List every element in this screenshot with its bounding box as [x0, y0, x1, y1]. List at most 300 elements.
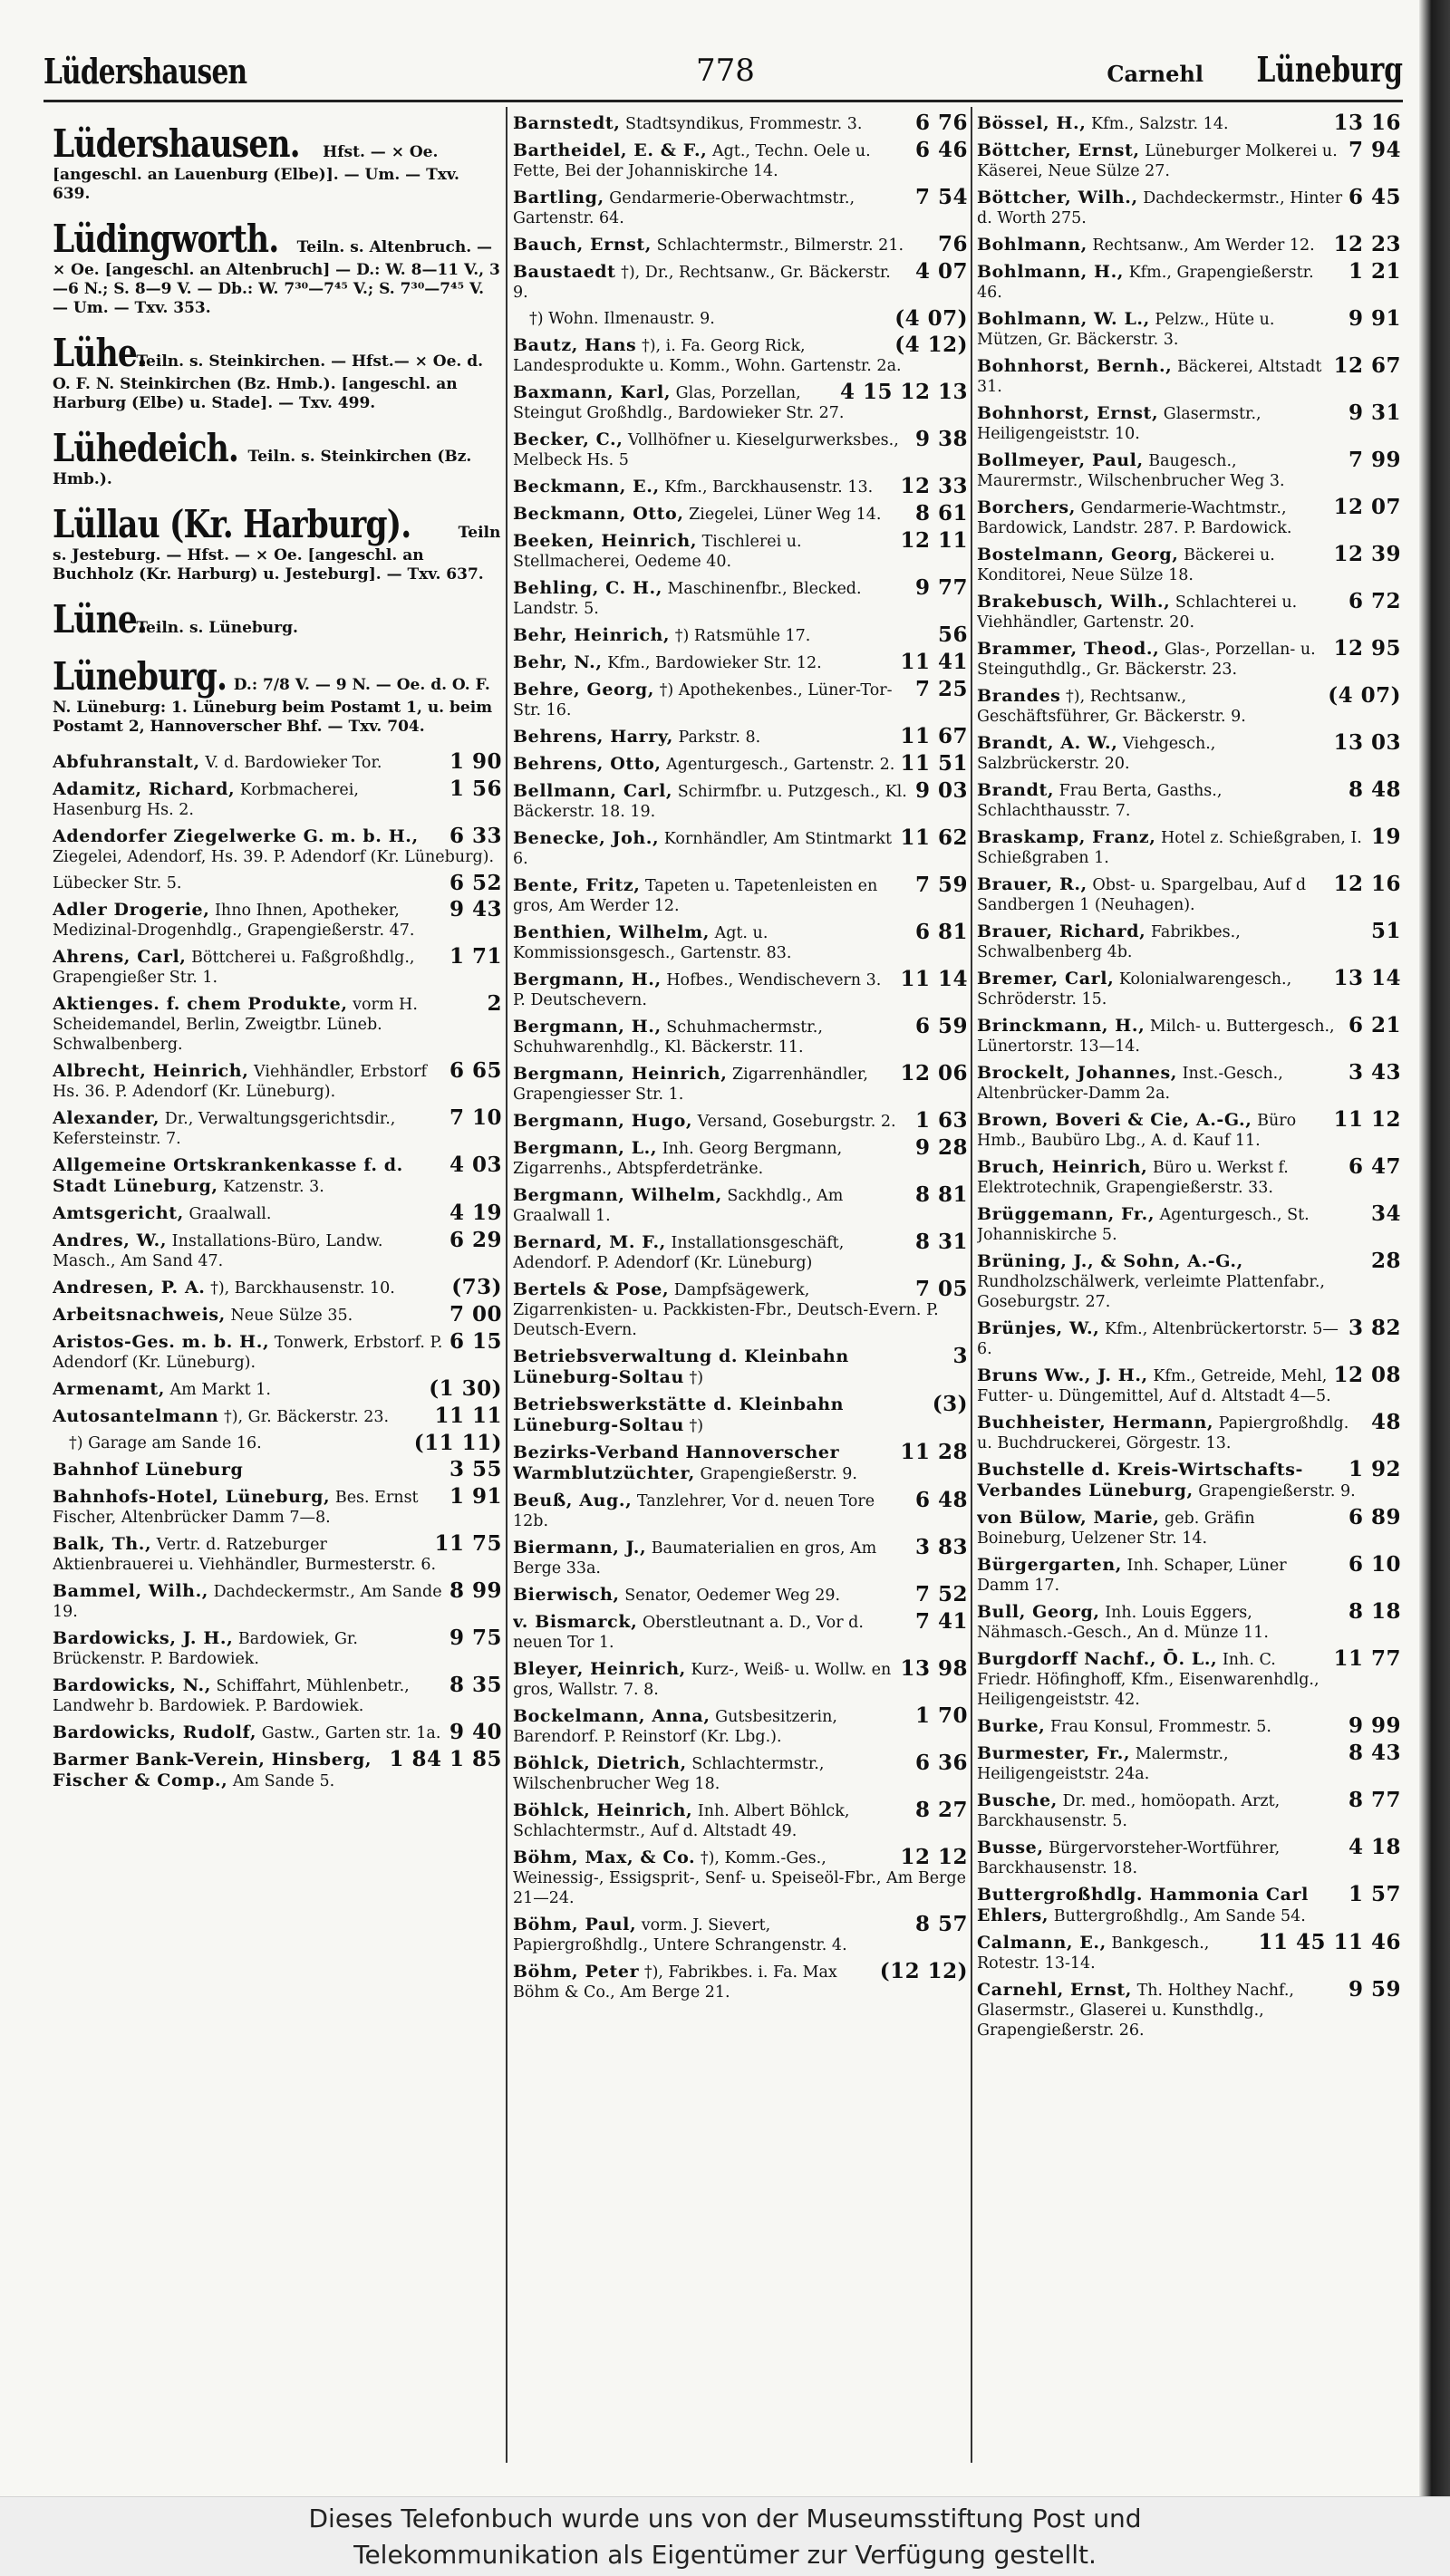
- entry-number: 7 05: [914, 1277, 968, 1301]
- entry-text: geb. Gräfin Boineburg, Uelzener Str. 14.: [977, 1510, 1255, 1548]
- entry-name: Bostelmann, Georg,: [977, 545, 1179, 564]
- directory-entry: [977, 448, 1401, 495]
- entry-number: 13 98: [900, 1656, 968, 1681]
- entry-text: Pelzw., Hüte u. Mützen, Gr. Bäckerstr. 3.: [977, 311, 1275, 349]
- directory-entry: [977, 232, 1401, 259]
- entry-number: 51: [1370, 919, 1401, 943]
- entry-text: †) Wohn. Ilmenaustr. 9.: [529, 310, 715, 328]
- entry-text: Baugesch., Maurermstr., Wilschenbrucher Weg 3.: [977, 452, 1285, 490]
- directory-entry: [513, 1912, 968, 1959]
- directory-entry: [513, 1230, 968, 1277]
- directory-entry: [977, 589, 1401, 636]
- entry-number: 4 18: [1348, 1835, 1401, 1859]
- directory-entry: [977, 1713, 1401, 1741]
- directory-entry: [513, 1656, 968, 1703]
- entry-number: 9 31: [1348, 400, 1401, 425]
- entry-name: Carnehl, Ernst,: [977, 1980, 1133, 2000]
- entry-text: Schuhmachermstr., Schuhwarenhdlg., Kl. Bäckerstr. 11.: [513, 1018, 823, 1056]
- entry-name: Borchers,: [977, 497, 1076, 517]
- entry-text: Kolonialwarengesch., Schröderstr. 15.: [977, 970, 1292, 1008]
- directory-entry: [977, 1977, 1401, 2044]
- entry-number: 1 70: [914, 1703, 968, 1728]
- entry-text: Schlachterei u. Viehhändler, Gartenstr. 20.: [977, 593, 1298, 632]
- directory-entry: [513, 1845, 968, 1912]
- entry-name: Brakebusch, Wilh.,: [977, 592, 1171, 612]
- entry-name: Bollmeyer, Paul,: [977, 450, 1144, 470]
- place-name: Lühe.: [53, 331, 148, 375]
- entry-number: 3 83: [914, 1535, 968, 1559]
- entry-text: Gendarmerie-Wachtmstr., Bardowick, Landstr. 287. P. Bardowick.: [977, 499, 1292, 537]
- entry-number: 8 99: [449, 1578, 502, 1603]
- entry-text: Vollhöfner u. Kieselgurwerksbes., Melbeck Hs. 5: [513, 431, 899, 469]
- entry-number: 6 48: [914, 1488, 968, 1512]
- entry-name: Böhlck, Dietrich,: [513, 1753, 687, 1773]
- entry-text: Installations-Büro, Landw. Masch., Am Sand 47.: [53, 1232, 383, 1270]
- header-right: [1107, 49, 1403, 90]
- entry-number: (4 07): [1328, 683, 1401, 708]
- entry-name: Brammer, Theod.,: [977, 639, 1160, 659]
- entry-text: vorm H. Scheidemandel, Berlin, Zweigtbr. Lüneb. Schwalbenberg.: [53, 996, 418, 1054]
- entry-text: Ziegelei, Lüner Weg 14.: [689, 506, 882, 524]
- directory-entry: [977, 400, 1401, 448]
- directory-entry: [513, 1703, 968, 1751]
- entry-name: Becker, C.,: [513, 429, 624, 449]
- entry-number: 1 63: [914, 1108, 968, 1133]
- entry-text: Bäckerei u. Konditorei, Neue Sülze 18.: [977, 546, 1275, 584]
- entry-number: 9 43: [449, 897, 502, 921]
- entry-name: von Bülow, Marie,: [977, 1508, 1160, 1528]
- entry-number: 11 75: [434, 1531, 502, 1556]
- entry-number: 13 14: [1333, 966, 1401, 990]
- entry-text: Maschinenfbr., Blecked. Landstr. 5.: [513, 580, 862, 618]
- entry-number: 4 15 12 13: [839, 380, 968, 404]
- entry-number: 12 08: [1333, 1363, 1401, 1387]
- entry-text: Agt., Techn. Oele u. Fette, Bei der Johanniskirche 14.: [513, 142, 871, 180]
- directory-entry: [977, 1060, 1401, 1107]
- entry-name: Baxmann, Karl,: [513, 382, 672, 402]
- entry-name: Amtsgericht,: [53, 1203, 184, 1223]
- entry-name: Burgdorff Nachf., Ō. L.,: [977, 1649, 1218, 1669]
- entry-text: Baumaterialien en gros, Am Berge 33a.: [513, 1539, 877, 1577]
- entry-number: 9 59: [1348, 1977, 1401, 2002]
- directory-entry: [53, 1275, 502, 1302]
- entry-text: Hotel z. Schießgraben, I. Schießgraben 1.: [977, 829, 1362, 867]
- entry-name: Betriebswerkstätte d. Kleinbahn Lüneburg-Soltau: [513, 1394, 845, 1435]
- entry-number: 7 59: [914, 873, 968, 897]
- entry-number: (4 07): [894, 306, 968, 331]
- entry-number: 48: [1370, 1410, 1401, 1434]
- directory-entry: [977, 353, 1401, 400]
- entry-number: 6 10: [1348, 1552, 1401, 1577]
- directory-entry: [977, 1013, 1401, 1060]
- directory-entry: [53, 1484, 502, 1531]
- entry-number: 1 56: [449, 777, 502, 801]
- entry-number: 34: [1370, 1201, 1401, 1226]
- directory-entry: [53, 749, 502, 777]
- entry-text: Malermstr., Heiligengeiststr. 24a.: [977, 1745, 1229, 1783]
- entry-text: Gastw., Garten str. 1a.: [261, 1724, 441, 1742]
- entry-number: 12 67: [1333, 353, 1401, 378]
- place-heading: [53, 502, 502, 584]
- entry-number: (12 12): [879, 1959, 968, 1983]
- entry-number: 6 59: [914, 1014, 968, 1038]
- place-name: Lüdingworth.: [53, 217, 279, 261]
- entry-number: (1 30): [429, 1376, 502, 1401]
- entry-number: 12 95: [1333, 636, 1401, 661]
- place-name: Lüneburg.: [53, 654, 227, 699]
- directory-entry: [513, 380, 968, 427]
- entry-number: 9 03: [914, 778, 968, 803]
- entry-number: 7 10: [449, 1105, 502, 1130]
- place-name: Lüdershausen.: [53, 121, 300, 166]
- entry-name: Behr, N.,: [513, 652, 603, 672]
- directory-entry: [53, 1105, 502, 1153]
- entry-text: Gendarmerie-Oberwachtmstr., Gartenstr. 64.: [513, 189, 856, 227]
- entry-number: 1 71: [449, 944, 502, 969]
- place-heading: [53, 597, 502, 642]
- entry-number: 11 77: [1333, 1646, 1401, 1671]
- header-rule: [44, 100, 1403, 102]
- directory-entry: [53, 897, 502, 944]
- entry-number: 11 62: [900, 825, 968, 850]
- entry-name: Brüggemann, Fr.,: [977, 1204, 1155, 1224]
- entry-text: Am Sande 5.: [232, 1772, 335, 1790]
- entry-name: Bautz, Hans: [513, 335, 637, 355]
- directory-entry: [53, 1302, 502, 1329]
- directory-entry: [53, 1747, 502, 1795]
- directory-entry: [513, 333, 968, 380]
- place-info: Teiln. s. Lüneburg.: [136, 619, 298, 637]
- directory-entry: [53, 824, 502, 871]
- entry-name: Adendorfer Ziegelwerke G. m. b. H.,: [53, 826, 419, 846]
- entry-text: Böttcherei u. Faßgroßhdlg., Grapengießer Str. 1.: [53, 949, 415, 987]
- entry-number: 6 72: [1348, 589, 1401, 613]
- entry-text: Agenturgesch., St. Johanniskirche 5.: [977, 1206, 1310, 1244]
- directory-entry: [977, 919, 1401, 966]
- place-name: Lüne.: [53, 597, 148, 642]
- directory-entry: [513, 967, 968, 1014]
- entry-name: Brandt,: [977, 780, 1055, 800]
- entry-name: Bohlmann,: [977, 235, 1088, 255]
- entry-name: Beckmann, E.,: [513, 477, 660, 497]
- entry-number: 12 16: [1333, 872, 1401, 896]
- entry-text: Dr. med., homöopath. Arzt, Barckhausenstr. 5.: [977, 1792, 1281, 1830]
- entry-text: Hofbes., Wendischevern 3. P. Deutschevern.: [513, 971, 882, 1009]
- entry-number: 6 33: [449, 824, 502, 848]
- entry-text: Tapeten u. Tapetenleisten en gros, Am Werder 12.: [513, 877, 878, 915]
- entry-text: †), Dr., Rechtsanw., Gr. Bäckerstr. 9.: [513, 264, 891, 302]
- directory-entry: [53, 1531, 502, 1578]
- entry-name: Bergmann, H.,: [513, 1017, 662, 1037]
- directory-entry: [977, 1505, 1401, 1552]
- place-heading: [53, 121, 502, 204]
- entry-name: Bellmann, Carl,: [513, 781, 673, 801]
- directory-entry: [977, 1107, 1401, 1154]
- entry-name: Adler Drogerie,: [53, 900, 210, 920]
- entry-number: 12 12: [900, 1845, 968, 1869]
- entry-name: Barnstedt,: [513, 113, 621, 133]
- entry-text: Fabrikbes., Schwalbenberg 4b.: [977, 923, 1241, 961]
- entry-name: Brauer, R.,: [977, 874, 1088, 894]
- directory-entry: [513, 622, 968, 650]
- entry-number: 9 40: [449, 1720, 502, 1744]
- entry-name: Brandt, A. W.,: [977, 733, 1118, 753]
- entry-text: Korbmacherei, Hasenburg Hs. 2.: [53, 781, 359, 819]
- entry-number: 6 15: [449, 1329, 502, 1354]
- entry-text: Bürgervorsteher-Wortführer, Barckhausenstr. 18.: [977, 1839, 1281, 1877]
- entry-name: Bergmann, Wilhelm,: [513, 1185, 722, 1205]
- directory-entry: [53, 1578, 502, 1626]
- entry-text: Glasermstr., Heiligengeiststr. 10.: [977, 405, 1262, 443]
- entry-text: Viehgesch., Salzbrückerstr. 20.: [977, 735, 1216, 773]
- entry-number: 1 57: [1348, 1882, 1401, 1906]
- entry-number: 12 07: [1333, 495, 1401, 519]
- entry-name: Buchheister, Hermann,: [977, 1413, 1214, 1433]
- entry-number: 9 77: [914, 575, 968, 600]
- directory-entry: [53, 1228, 502, 1275]
- page-edge-shadow: [1419, 0, 1450, 2496]
- entry-text: Schirmfbr. u. Putzgesch., Kl. Bäckerstr. 18. 19.: [513, 783, 907, 821]
- entry-number: 7 94: [1348, 138, 1401, 162]
- entry-number: 6 45: [1348, 185, 1401, 209]
- entry-name: Bleyer, Heinrich,: [513, 1659, 686, 1679]
- entry-text: Inh. Louis Eggers, Nähmasch.-Gesch., An d. Münze 11.: [977, 1604, 1269, 1642]
- entry-text: Agenturgesch., Gartenstr. 2.: [666, 756, 895, 774]
- entry-number: 12 23: [1333, 232, 1401, 256]
- header-right-large: Lüneburg: [1256, 49, 1403, 90]
- entry-text: Bäckerei, Altstadt 31.: [977, 358, 1322, 396]
- directory-entry: [513, 138, 968, 185]
- entry-number: 3 55: [449, 1457, 502, 1481]
- directory-entry: [513, 259, 968, 306]
- entry-name: Barmer Bank-Verein, Hinsberg, Fischer & Comp.,: [53, 1750, 372, 1790]
- entry-number: 9 28: [914, 1135, 968, 1160]
- entry-text: Versand, Goseburgstr. 2.: [697, 1113, 896, 1131]
- entry-name: Balk, Th.,: [53, 1534, 152, 1554]
- header-right-small: Carnehl: [1107, 61, 1204, 87]
- entry-name: Autosantelmann: [53, 1406, 219, 1426]
- directory-entry: [977, 306, 1401, 353]
- entry-number: (73): [451, 1275, 502, 1299]
- entry-name: Bezirks-Verband Hannoverscher Warmblutzüchter,: [513, 1442, 840, 1483]
- entry-name: Betriebsverwaltung d. Kleinbahn Lüneburg-Soltau: [513, 1346, 849, 1387]
- directory-entry: [513, 751, 968, 778]
- entry-name: Bergmann, H.,: [513, 970, 662, 989]
- entry-text: Inh. C. Friedr. Höfinghoff, Kfm., Eisenwarenhdlg., Heiligengeiststr. 42.: [977, 1651, 1320, 1709]
- directory-entry: [53, 944, 502, 991]
- entry-number: 1 90: [449, 749, 502, 774]
- header-left-keyword: Lüdershausen: [44, 51, 247, 92]
- entry-text: Graalwall.: [188, 1205, 272, 1223]
- entry-number: 4 19: [449, 1201, 502, 1225]
- entry-name: Brünjes, W.,: [977, 1318, 1100, 1338]
- entry-text: Kornhändler, Am Stintmarkt 6.: [513, 830, 893, 868]
- directory-entry: [53, 1404, 502, 1431]
- entry-name: Biermann, J.,: [513, 1538, 647, 1558]
- entry-number: (3): [932, 1392, 968, 1416]
- place-info: Teiln. s. Steinkirchen (Bz. Hmb.).: [53, 448, 472, 488]
- entry-number: 9 99: [1348, 1713, 1401, 1738]
- entry-name: Bardowicks, J. H.,: [53, 1628, 234, 1648]
- entry-name: Bammel, Wilh.,: [53, 1581, 208, 1601]
- directory-entry: [977, 1457, 1401, 1505]
- entry-number: 11 67: [900, 724, 968, 748]
- entry-number: 28: [1370, 1249, 1401, 1273]
- entry-text: Grapengießerstr. 9.: [700, 1465, 857, 1483]
- entry-number: 4 03: [449, 1153, 502, 1177]
- entry-name: Behrens, Otto,: [513, 754, 662, 774]
- entry-name: Beeken, Heinrich,: [513, 531, 698, 551]
- entry-name: Böttcher, Ernst,: [977, 140, 1140, 160]
- entry-text: Frau Konsul, Frommestr. 5.: [1049, 1718, 1271, 1736]
- entry-text: †), Gr. Bäckerstr. 23.: [223, 1408, 390, 1426]
- directory-entry: [977, 1316, 1401, 1363]
- entry-number: 76: [937, 232, 968, 256]
- entry-text: Kfm., Grapengießerstr. 46.: [977, 264, 1314, 302]
- entry-number: 7 54: [914, 185, 968, 209]
- entry-name: Bardowicks, N.,: [53, 1675, 211, 1695]
- entry-text: Milch- u. Buttergesch., Lünertorstr. 13—14.: [977, 1018, 1335, 1056]
- place-heading: [53, 331, 502, 413]
- entry-number: 1 92: [1348, 1457, 1401, 1481]
- directory-entry: [513, 306, 968, 333]
- entry-text: Senator, Oedemer Weg 29.: [624, 1587, 841, 1605]
- entry-name: Bergmann, L.,: [513, 1138, 658, 1158]
- directory-entry: [513, 1798, 968, 1845]
- directory-entry: [513, 501, 968, 528]
- directory-entry: [977, 1646, 1401, 1713]
- directory-entry: [513, 575, 968, 622]
- entry-number: 8 18: [1348, 1599, 1401, 1624]
- directory-entry: [513, 920, 968, 967]
- entry-name: Albrecht, Heinrich,: [53, 1061, 249, 1081]
- directory-entry: [977, 1249, 1401, 1316]
- place-info: Teiln s. Jesteburg. — Hfst. — × Oe. [angeschl. an Buchholz (Kr. Harburg) u. Jesteburg]. — Txv. 637.: [53, 524, 501, 584]
- entry-name: Benthien, Wilhelm,: [513, 922, 710, 942]
- entry-name: Arbeitsnachweis,: [53, 1305, 226, 1325]
- entry-name: Ahrens, Carl,: [53, 947, 187, 967]
- directory-entry: [513, 778, 968, 825]
- entry-text: Glas-, Porzellan- u. Steinguthdlg., Gr. Bäckerstr. 23.: [977, 641, 1316, 679]
- entry-number: 8 35: [449, 1673, 502, 1697]
- entry-text: Katzenstr. 3.: [223, 1178, 324, 1196]
- entry-text: Schlachtermstr., Wilschenbrucher Weg 18.: [513, 1755, 825, 1793]
- directory-entry: [977, 1599, 1401, 1646]
- entry-number: 7 25: [914, 677, 968, 701]
- entry-text: Kfm., Getreide, Mehl, Futter- u. Düngemittel, Auf d. Altstadt 4—5.: [977, 1367, 1331, 1405]
- entry-text: Am Markt 1.: [169, 1381, 271, 1399]
- entry-text: †), Rechtsanw., Geschäftsführer, Gr. Bäckerstr. 9.: [977, 688, 1246, 726]
- entry-text: Bes. Ernst Fischer, Altenbrücker Damm 7—8.: [53, 1489, 419, 1527]
- entry-number: 8 31: [914, 1230, 968, 1254]
- column-1: [53, 111, 502, 2466]
- entry-number: 9 38: [914, 427, 968, 451]
- entry-text: Tischlerei u. Stellmacherei, Oedeme 40.: [513, 533, 802, 571]
- entry-name: Aristos-Ges. m. b. H.,: [53, 1332, 270, 1352]
- entry-name: Böhm, Max, & Co.: [513, 1848, 696, 1867]
- directory-entry: [513, 1014, 968, 1061]
- entry-number: 7 00: [449, 1302, 502, 1327]
- directory-entry: [977, 1882, 1401, 1930]
- directory-entry: [513, 1392, 968, 1440]
- entry-number: 13 03: [1333, 730, 1401, 755]
- entry-name: Bauch, Ernst,: [513, 235, 652, 255]
- entry-number: 8 61: [914, 501, 968, 526]
- entry-text: †), Fabrikbes. i. Fa. Max Böhm & Co., Am Berge 21.: [513, 1963, 837, 2002]
- directory-entry: [53, 1153, 502, 1201]
- directory-entry: [977, 777, 1401, 825]
- entry-name: Bohlmann, W. L.,: [977, 309, 1150, 329]
- entry-text: Bardowiek, Gr. Brückenstr. P. Bardowiek.: [53, 1630, 358, 1668]
- entry-number: 11 12: [1333, 1107, 1401, 1132]
- entry-number: 2: [487, 991, 502, 1016]
- entry-name: Adamitz, Richard,: [53, 779, 236, 799]
- directory-entry: [977, 1552, 1401, 1599]
- entry-name: Buchstelle d. Kreis-Wirtschafts-Verbandes Lüneburg,: [977, 1460, 1303, 1500]
- entry-text: Buttergroßhdlg., Am Sande 54.: [1053, 1907, 1306, 1925]
- entry-number: 12 39: [1333, 542, 1401, 566]
- entry-text: Büro Hmb., Baubüro Lbg., A. d. Kauf 11.: [977, 1112, 1297, 1150]
- directory-entry: [513, 1440, 968, 1488]
- entry-name: Bohnhorst, Ernst,: [977, 403, 1159, 423]
- directory-entry: [513, 185, 968, 232]
- entry-number: 11 45 11 46: [1258, 1930, 1401, 1954]
- entry-number: 8 43: [1348, 1741, 1401, 1765]
- entry-number: 13 16: [1333, 111, 1401, 135]
- entry-name: Baustaedt: [513, 262, 616, 282]
- entry-text: Rundholzschälwerk, verleimte Plattenfabr., Goseburgstr. 27.: [977, 1273, 1325, 1311]
- entry-text: Oberstleutnant a. D., Vor d. neuen Tor 1.: [513, 1614, 864, 1652]
- directory-entry: [977, 683, 1401, 730]
- directory-entry: [53, 871, 502, 897]
- entry-text: Bankgesch., Rotestr. 13-14.: [977, 1934, 1210, 1973]
- entry-number: 6 46: [914, 138, 968, 162]
- directory-entry: [977, 1835, 1401, 1882]
- entry-number: 6 29: [449, 1228, 502, 1252]
- entry-name: Beckmann, Otto,: [513, 504, 684, 524]
- entry-name: Burke,: [977, 1716, 1046, 1736]
- entry-name: Behrens, Harry,: [513, 727, 673, 747]
- entry-number: (4 12): [894, 333, 968, 357]
- entry-text: Obst- u. Spargelbau, Auf d Sandbergen 1 (Neuhagen).: [977, 876, 1307, 914]
- entry-text: Kurz-, Weiß- u. Wollw. en gros, Wallstr. 7. 8.: [513, 1661, 892, 1699]
- directory-entry: [53, 777, 502, 824]
- directory-entry: [513, 1108, 968, 1135]
- place-name: Lüllau (Kr. Harburg).: [53, 502, 411, 546]
- entry-number: 8 77: [1348, 1788, 1401, 1812]
- directory-entry: [513, 474, 968, 501]
- directory-entry: [977, 1410, 1401, 1457]
- entry-name: Böhm, Peter: [513, 1962, 640, 1982]
- entry-number: 11 41: [900, 650, 968, 674]
- entry-text: Sackhdlg., Am Graalwall 1.: [513, 1187, 844, 1225]
- entry-text: †) Apothekenbes., Lüner-Tor-Str. 16.: [513, 681, 893, 719]
- directory-entry: [977, 730, 1401, 777]
- entry-number: 6 36: [914, 1751, 968, 1775]
- entry-name: Bremer, Carl,: [977, 969, 1115, 989]
- entry-text: †) Garage am Sande 16.: [69, 1434, 262, 1452]
- entry-text: †), i. Fa. Georg Rick, Landesprodukte u. Komm., Wohn. Gartenstr. 2a.: [513, 337, 902, 375]
- column-divider: [971, 107, 972, 2463]
- entry-number: 6 65: [449, 1058, 502, 1083]
- entry-name: Bohnhorst, Bernh.,: [977, 356, 1173, 376]
- entry-text: Inh. Georg Bergmann, Zigarrenhs., Abtspferdetränke.: [513, 1140, 843, 1178]
- entry-text: Stadtsyndikus, Frommestr. 3.: [625, 115, 863, 133]
- entry-name: Beuß, Aug.,: [513, 1491, 633, 1510]
- footer-line-1: Dieses Telefonbuch wurde uns von der Museumsstiftung Post und: [308, 2504, 1142, 2533]
- entry-name: Bertels & Pose,: [513, 1279, 670, 1299]
- entry-name: Braskamp, Franz,: [977, 827, 1156, 847]
